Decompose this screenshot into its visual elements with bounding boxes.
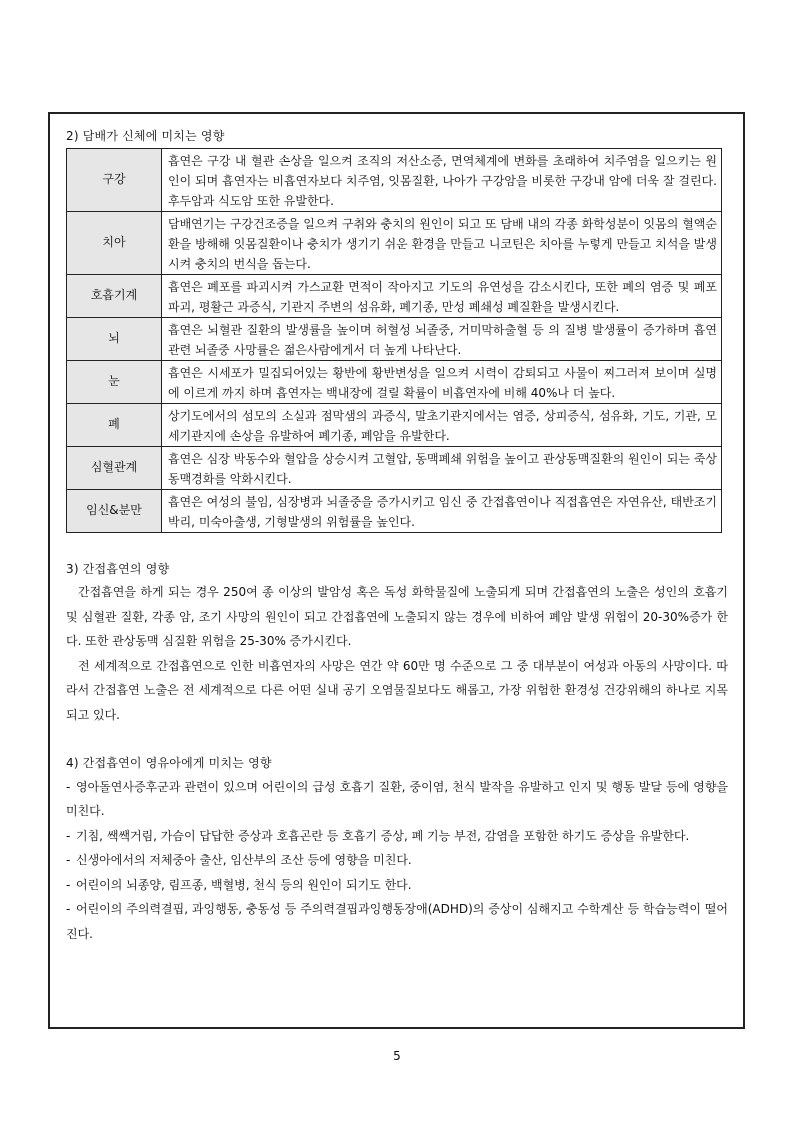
table-row bbox=[67, 446, 722, 489]
table-row bbox=[67, 274, 722, 317]
row-text-lung: 상기도에서의 섬모의 소실과 점막샘의 과증식, 말초기관지에서는 염증, 상피증식, 섬유화, 기도, 기관, 모세기관지에 손상을 유발하여 폐기종, 폐암을 유발한다. bbox=[162, 403, 722, 446]
row-text-eye: 흡연은 시세포가 밀집되어있는 황반에 황반변성을 일으켜 시력이 감퇴되고 사물이 찌그러져 보이며 실명에 이르게 까지 하며 흡연자는 백내장에 걸릴 확률이 비흡연자에 비해 40%나 더 높다. bbox=[162, 360, 722, 403]
row-label-pregnancy: 임신&분만 bbox=[67, 489, 162, 532]
section-2-title: 2) 담배가 신체에 미치는 영향 bbox=[66, 129, 225, 143]
effects-table bbox=[66, 148, 722, 533]
section-3-paragraph-2: 전 세계적으로 간접흡연으로 인한 비흡연자의 사망은 연간 약 60만 명 수준으로 그 중 대부분이 여성과 아동의 사망이다. 따라서 간접흡연 노출은 전 세계적으로 다른 어떤 실내 공기 오염물질보다도 해롭고, 가장 위험한 환경성 건강위해의 하나로 지목되고 있다. bbox=[66, 658, 728, 722]
table-row bbox=[67, 489, 722, 532]
list-item: - 신생아에서의 저체중아 출산, 임산부의 조산 등에 영향을 미친다. bbox=[66, 848, 728, 873]
row-text-mouth: 흡연은 구강 내 혈관 손상을 일으켜 조직의 저산소증, 면역체계에 변화를 초래하여 치주염을 일으키는 원인이 되며 흡연자는 비흡연자보다 치주염, 잇몸질환, 나아가 구강암을 비롯한 구강내 암에 더욱 잘 걸린다. 후두암과 식도암 또한 유발한다. bbox=[162, 148, 722, 211]
row-text-brain: 흡연은 뇌혈관 질환의 발생률을 높이며 허혈성 뇌졸중, 거미막하출혈 등 의 질병 발생률이 증가하며 흡연 관련 뇌졸중 사망률은 젊은사람에게서 더 높게 나타난다. bbox=[162, 317, 722, 360]
row-label-lung: 폐 bbox=[67, 403, 162, 446]
row-label-respiratory: 호흡기계 bbox=[67, 274, 162, 317]
table-row bbox=[67, 317, 722, 360]
row-label-cardiovascular: 심혈관계 bbox=[67, 446, 162, 489]
bullet-dash: - bbox=[66, 902, 71, 916]
row-text-teeth: 담배연기는 구강건조증을 일으켜 구취와 충치의 원인이 되고 또 담배 내의 각종 화학성분이 잇몸의 혈액순환을 방해해 잇몸질환이나 충치가 생기기 쉬운 환경을 만들고 니코틴은 치아를 누렇게 만들고 치석을 발생시켜 충치의 번식을 돕는다. bbox=[162, 211, 722, 274]
row-label-brain: 뇌 bbox=[67, 317, 162, 360]
list-item: - 어린이의 뇌종양, 림프종, 백혈병, 천식 등의 원인이 되기도 한다. bbox=[66, 873, 728, 898]
page-number: 5 bbox=[393, 1049, 401, 1063]
table-row bbox=[67, 360, 722, 403]
bullet-dash: - bbox=[66, 779, 71, 794]
section-3-title: 3) 간접흡연의 영향 bbox=[66, 561, 170, 576]
table-row bbox=[67, 211, 722, 274]
list-item: - 어린이의 주의력결핍, 과잉행동, 충동성 등 주의력결핍과잉행동장애(ADHD)의 증상이 심해지고 수학계산 등 학습능력이 떨어진다. bbox=[66, 897, 728, 946]
row-text-cardiovascular: 흡연은 심장 박동수와 혈압을 상승시켜 고혈압, 동맥폐쇄 위험을 높이고 관상동맥질환의 원인이 되는 죽상동맥경화를 악화시킨다. bbox=[162, 446, 722, 489]
bullet-dash: - bbox=[66, 877, 71, 892]
row-label-mouth: 구강 bbox=[67, 148, 162, 211]
list-item: - 기침, 쌕쌕거림, 가슴이 답답한 증상과 호흡곤란 등 호흡기 증상, 폐 기능 부전, 감염을 포함한 하기도 증상을 유발한다. bbox=[66, 824, 728, 849]
table-row bbox=[67, 403, 722, 446]
row-text-respiratory: 흡연은 폐포를 파괴시켜 가스교환 면적이 작아지고 기도의 유연성을 감소시킨다, 또한 폐의 염증 및 폐포 파괴, 평활근 과증식, 기관지 주변의 섬유화, 폐기종, 만성 폐쇄성 폐질환을 발생시킨다. bbox=[162, 274, 722, 317]
row-label-eye: 눈 bbox=[67, 360, 162, 403]
row-label-teeth: 치아 bbox=[67, 211, 162, 274]
section-4-title: 4) 간접흡연이 영유아에게 미치는 영향 bbox=[66, 756, 272, 770]
list-item: - 영아돌연사증후군과 관련이 있으며 어린이의 급성 호흡기 질환, 중이염, 천식 발작을 유발하고 인지 및 행동 발달 등에 영향을 미친다. bbox=[66, 775, 728, 824]
bullet-dash: - bbox=[66, 828, 71, 843]
row-text-pregnancy: 흡연은 여성의 불임, 심장병과 뇌졸중을 증가시키고 임신 중 간접흡연이나 직접흡연은 자연유산, 태반조기박리, 미숙아출생, 기형발생의 위험률을 높인다. bbox=[162, 489, 722, 532]
document-content bbox=[66, 128, 728, 946]
section-3-paragraph-1: 간접흡연을 하게 되는 경우 250여 종 이상의 발암성 혹은 독성 화학물질에 노출되게 되며 간접흡연의 노출은 성인의 호흡기 및 심혈관 질환, 각종 암, 조기 사망의 원인이 되고 간접흡연에 노출되지 않는 경우에 비하여 폐암 발생 위험이 20-30%증가 한다. 또한 관상동맥 심질환 위험을 25-30% 증가시킨다. bbox=[66, 585, 728, 648]
section-4-bullets bbox=[66, 775, 728, 947]
bullet-dash: - bbox=[66, 853, 71, 867]
table-row bbox=[67, 148, 722, 211]
